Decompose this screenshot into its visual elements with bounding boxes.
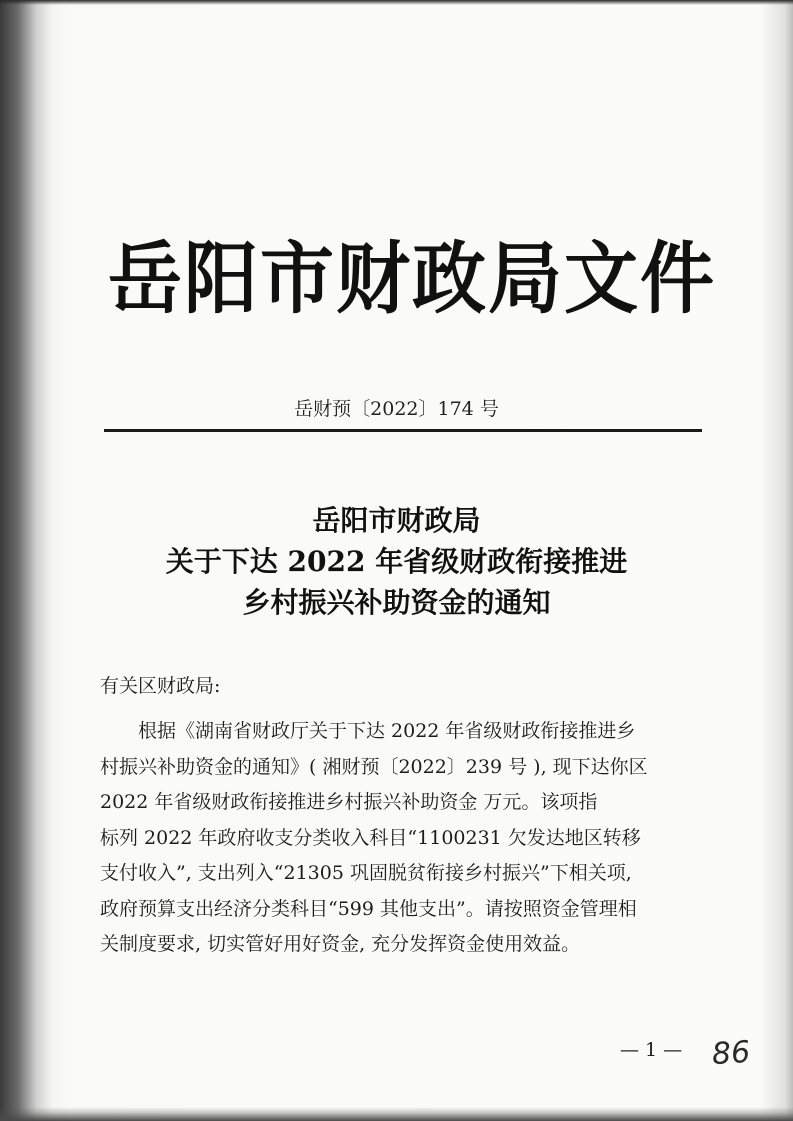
body-text	[100, 714, 700, 963]
body-line: 关制度要求, 切实管好用好资金, 充分发挥资金使用效益。	[100, 933, 581, 955]
scan-bottom-edge	[0, 1107, 793, 1121]
salutation: 有关区财政局:	[100, 675, 221, 697]
title-line: 岳阳市财政局	[312, 504, 481, 537]
notice-title	[0, 500, 793, 623]
handwritten-mark: 86	[710, 1034, 752, 1073]
title-line: 乡村振兴补助资金的通知	[242, 586, 551, 619]
body-line: 支付收入”, 支出列入“21305 巩固脱贫衔接乡村振兴”下相关项,	[100, 862, 632, 884]
body-line: 村振兴补助资金的通知》( 湘财预〔2022〕239 号 ), 现下达你区	[100, 755, 648, 778]
body-line: 政府预算支出经济分类科目“599 其他支出”。请按照资金管理相	[100, 897, 637, 920]
title-line: 关于下达 2022 年省级财政衔接推进	[165, 545, 628, 578]
page-number: — 1 —	[620, 1039, 683, 1061]
document-number: 岳财预〔2022〕174 号	[294, 398, 499, 420]
scan-top-edge	[0, 0, 793, 5]
header-rule	[104, 429, 702, 432]
body-line: 根据《湖南省财政厅关于下达 2022 年省级财政衔接推进乡	[138, 720, 636, 742]
body-line: 2022 年省级财政衔接推进乡村振兴补助资金 万元。该项指	[100, 791, 598, 813]
masthead-title: 岳阳市财政局文件	[108, 234, 716, 325]
body-line: 标列 2022 年政府收支分类收入科目“1100231 欠发达地区转移	[100, 826, 641, 849]
